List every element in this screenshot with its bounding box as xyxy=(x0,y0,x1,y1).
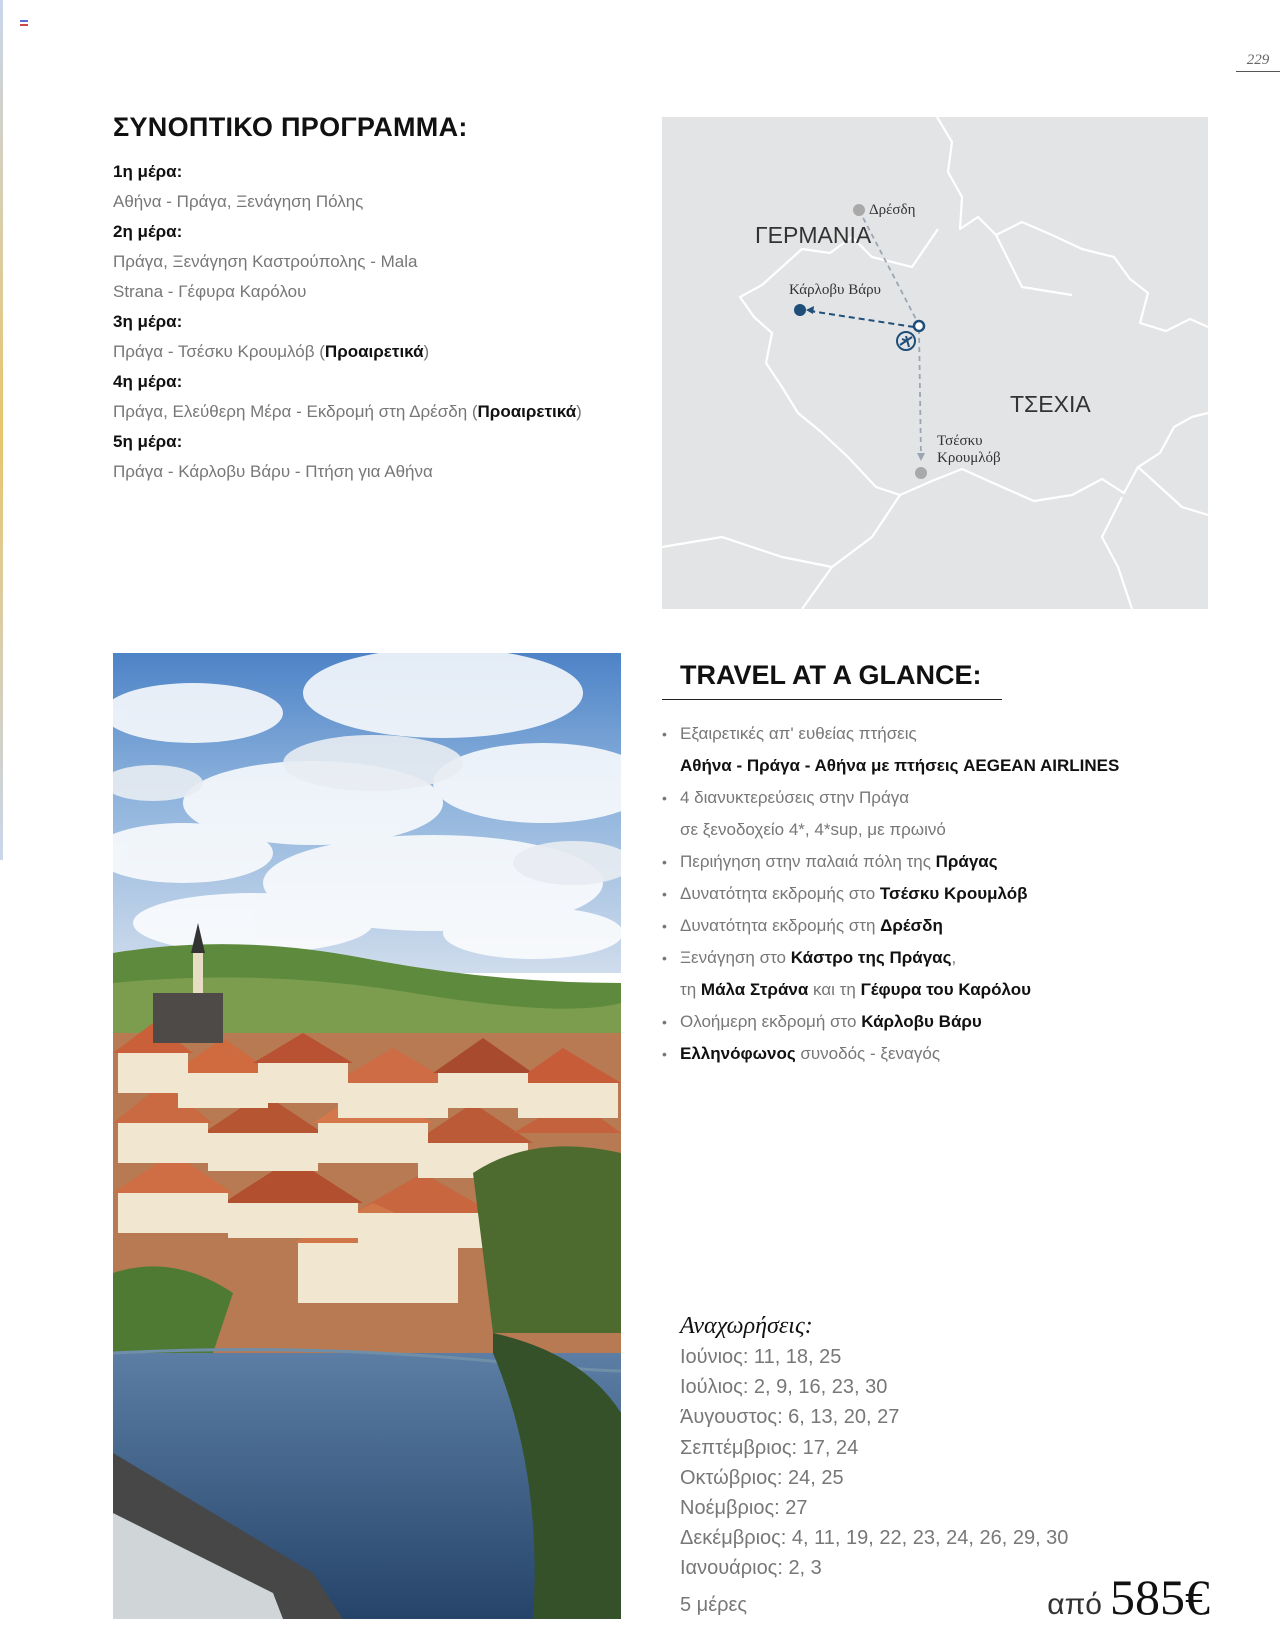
price-amount: 585€ xyxy=(1110,1569,1210,1625)
cesky-label-2: Κρουμλόβ xyxy=(937,450,1001,466)
departure-month: Ιούλιος: 2, 9, 16, 23, 30 xyxy=(680,1376,888,1399)
day-2-label: 2η μέρα: xyxy=(113,222,183,241)
cesky-label-1: Τσέσκυ xyxy=(937,433,983,449)
trip-duration: 5 μέρες xyxy=(680,1593,748,1616)
glance-section xyxy=(662,656,1242,1070)
bullet-icon: • xyxy=(662,886,667,902)
day-3-text xyxy=(113,337,633,367)
glance-bold: Τσέσκυ Κρουμλόβ xyxy=(879,884,1028,903)
glance-text: Εξαιρετικές απ' ευθείας πτήσεις xyxy=(680,724,917,743)
glance-bold: Πράγας xyxy=(935,852,998,871)
day-5-text: Πράγα - Κάρλοβυ Βάρυ - Πτήση για Αθήνα xyxy=(113,462,433,481)
departure-month: Ιούνιος: 11, 18, 25 xyxy=(680,1346,842,1368)
day-4-text xyxy=(113,397,633,427)
day-1-label: 1η μέρα: xyxy=(113,162,183,181)
karlovy-vary-label: Κάρλοβυ Βάρυ xyxy=(789,282,881,298)
glance-bold-3: Γέφυρα του Καρόλου xyxy=(860,980,1032,999)
arrow-icon-west xyxy=(806,306,814,314)
page-number: 229 xyxy=(1236,52,1280,72)
glance-item-tour xyxy=(662,846,1242,878)
day-4-close: ) xyxy=(576,402,582,421)
day-5-label: 5η μέρα: xyxy=(113,432,183,451)
karlovy-vary-dot xyxy=(794,304,806,316)
departure-month: Δεκέμβριος: 4, 11, 19, 22, 23, 24, 26, 29, 30 xyxy=(680,1527,1069,1550)
bullet-icon: • xyxy=(662,790,667,806)
glance-text: Περιήγηση στην παλαιά πόλη της xyxy=(680,852,936,871)
glance-text: Ολοήμερη εκδρομή στο xyxy=(680,1012,862,1031)
price-tag xyxy=(1000,1568,1210,1626)
bullet-icon: • xyxy=(662,726,667,742)
glance-list xyxy=(662,718,1242,1070)
program-title: ΣΥΝΟΠΤΙΚΟ ΠΡΟΓΡΑΜΜΑ: xyxy=(113,112,468,142)
glance-bold-2: Μάλα Στράνα xyxy=(700,980,809,999)
arrow-icon-south xyxy=(917,453,925,461)
bullet-icon: • xyxy=(662,1014,667,1030)
glance-item-nights xyxy=(662,782,1242,846)
glance-bold: Κάρλοβυ Βάρυ xyxy=(861,1012,982,1031)
glance-text-3: και τη xyxy=(808,980,861,999)
day-1-text: Αθήνα - Πράγα, Ξενάγηση Πόλης xyxy=(113,192,364,211)
day-4-label: 4η μέρα: xyxy=(113,372,183,391)
glance-text: 4 διανυκτερεύσεις στην Πράγα xyxy=(680,788,910,807)
bullet-icon: • xyxy=(662,854,667,870)
departure-month: Άυγουστος: 6, 13, 20, 27 xyxy=(680,1406,900,1429)
glance-bold: Αθήνα - Πράγα - Αθήνα με πτήσεις AEGEAN AIRLINES xyxy=(680,756,1120,775)
program-section xyxy=(113,112,633,487)
departure-month: Σεπτέμβριος: 17, 24 xyxy=(680,1436,859,1459)
glance-bold: Δρέσδη xyxy=(880,916,943,935)
glance-bold: Ελληνόφωνος xyxy=(680,1044,796,1063)
glance-title: TRAVEL AT A GLANCE: xyxy=(662,656,1002,700)
glance-text: Ξενάγηση στο xyxy=(680,948,791,967)
price-from: από xyxy=(1047,1588,1102,1621)
dresden-dot xyxy=(853,204,865,216)
route-map xyxy=(662,117,1208,609)
prague-dot xyxy=(914,321,924,331)
bullet-icon: • xyxy=(662,950,667,966)
country-borders xyxy=(662,117,1208,609)
glance-comma: , xyxy=(951,948,957,967)
departure-month: Ιανουάριος: 2, 3 xyxy=(680,1557,822,1580)
czechia-label: ΤΣΕΧΙΑ xyxy=(1010,391,1091,417)
flag-icon xyxy=(20,20,28,26)
glance-item-flights xyxy=(662,718,1242,782)
town-river-photo xyxy=(113,653,621,1619)
route-line-karlovy xyxy=(810,311,914,327)
cesky-dot xyxy=(915,467,927,479)
day-2-text-cont: Strana - Γέφυρα Καρόλου xyxy=(113,282,307,301)
photo-illustration xyxy=(113,653,621,1619)
germany-label: ΓΕΡΜΑΝΙΑ xyxy=(755,222,872,248)
bullet-icon: • xyxy=(662,918,667,934)
glance-item-dresden xyxy=(662,910,1242,942)
glance-item-guide xyxy=(662,1038,1242,1070)
glance-item-castle xyxy=(662,942,1242,1006)
day-3-optional: Προαιρετικά xyxy=(324,342,424,361)
map-graphic xyxy=(662,117,1208,609)
day-3-close: ) xyxy=(423,342,430,361)
day-4-text-main: Πράγα, Ελεύθερη Μέρα - Εκδρομή στη Δρέσδη ( xyxy=(113,402,478,421)
glance-text-2: σε ξενοδοχείο 4*, 4*sup, με πρωινό xyxy=(680,820,946,839)
day-4-optional: Προαιρετικά xyxy=(477,402,577,421)
day-2-text: Πράγα, Ξενάγηση Καστρούπολης - Mala xyxy=(113,252,418,271)
page-edge-decoration xyxy=(0,0,3,860)
bullet-icon: • xyxy=(662,1046,667,1062)
glance-bold: Κάστρο της Πράγας xyxy=(790,948,952,967)
glance-text-2: τη xyxy=(680,980,701,999)
day-3-text-main: Πράγα - Τσέσκυ Κρουμλόβ ( xyxy=(113,342,325,361)
glance-text: Δυνατότητα εκδρομής στη xyxy=(680,916,881,935)
glance-item-karlovy xyxy=(662,1006,1242,1038)
glance-text: Δυνατότητα εκδρομής στο xyxy=(680,884,880,903)
airplane-icon xyxy=(897,332,915,350)
departure-month: Οκτώβριος: 24, 25 xyxy=(680,1466,844,1489)
departure-month: Νοέμβριος: 27 xyxy=(680,1497,808,1520)
departures-title: Αναχωρήσεις: xyxy=(680,1313,813,1339)
day-3-label: 3η μέρα: xyxy=(113,312,183,331)
glance-text: συνοδός - ξεναγός xyxy=(795,1044,941,1063)
glance-item-cesky xyxy=(662,878,1242,910)
dresden-label: Δρέσδη xyxy=(869,202,916,218)
